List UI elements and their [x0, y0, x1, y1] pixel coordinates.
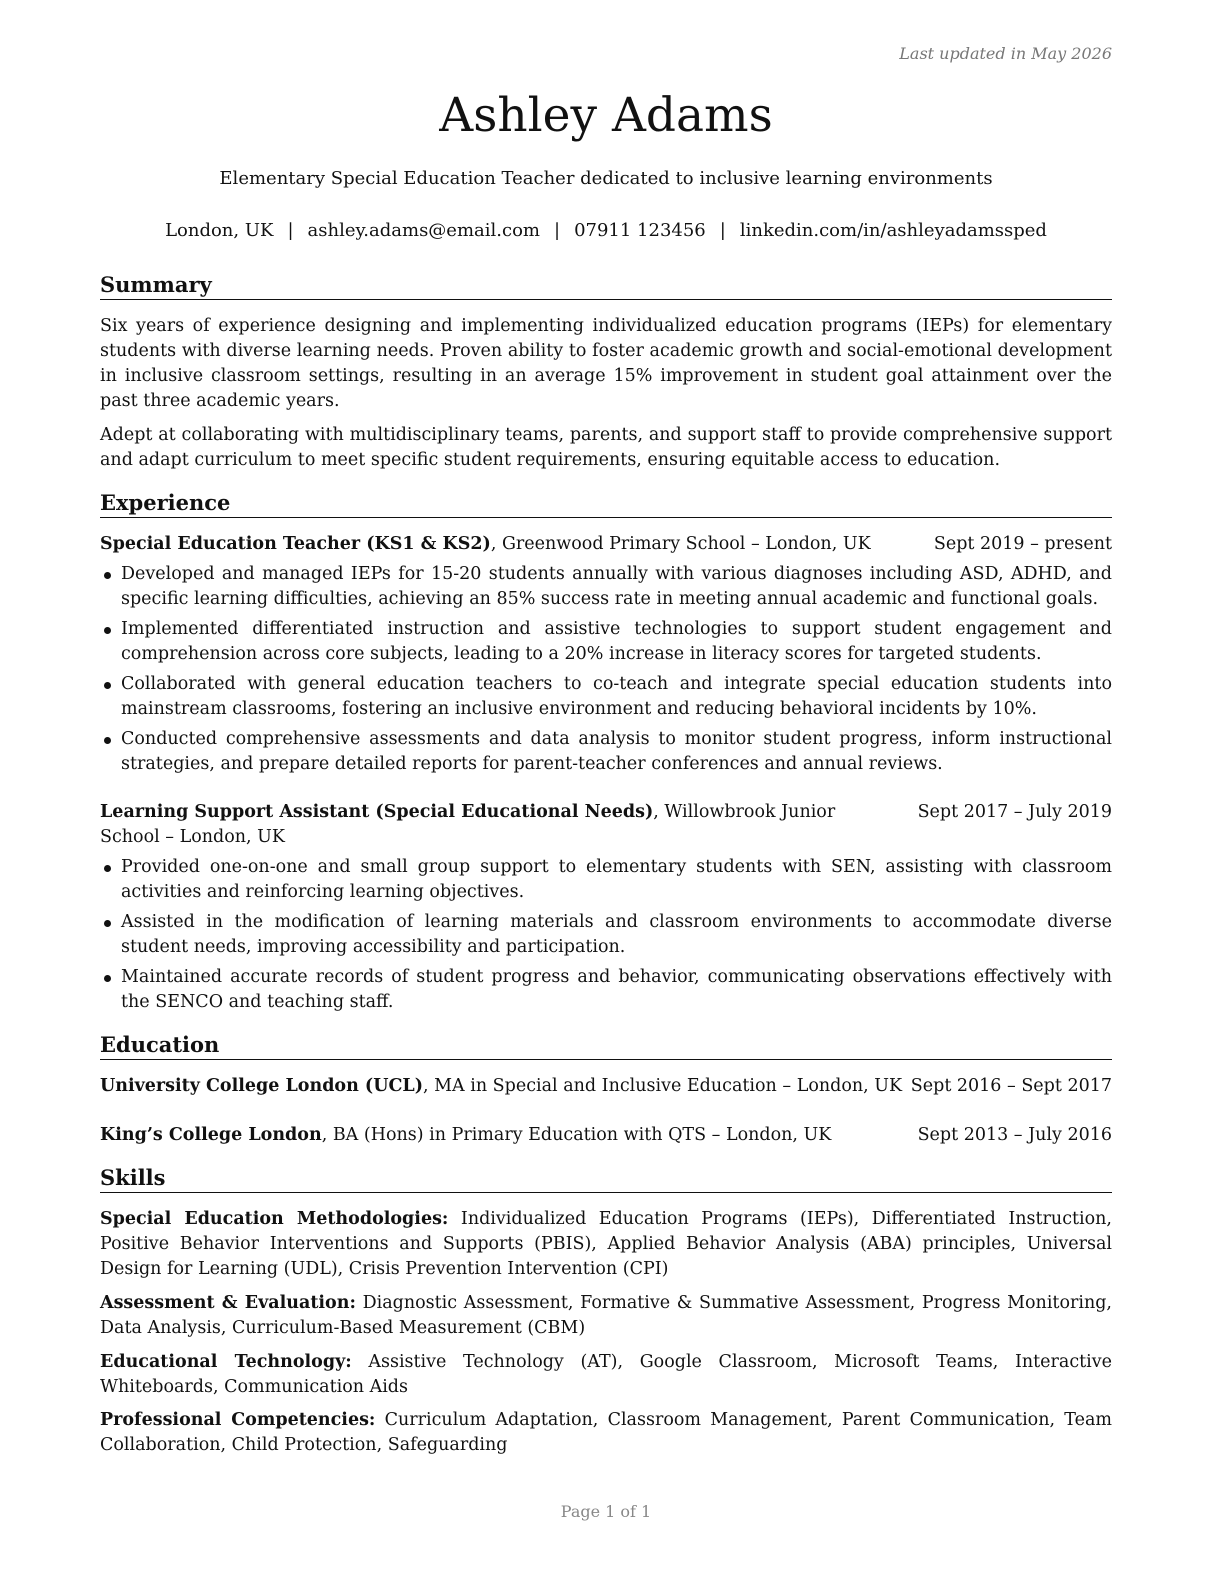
job-header — [100, 800, 1112, 850]
last-updated: Last updated in May 2026 — [899, 44, 1112, 63]
tagline: Elementary Special Education Teacher dedicated to inclusive learning environments — [219, 168, 993, 189]
job-dates: Sept 2017 – July 2019 — [917, 802, 1112, 822]
job-org: , Greenwood Primary School – London, UK — [490, 534, 871, 554]
job-dates: Sept 2019 – present — [933, 534, 1112, 554]
skill-label: Professional Competencies: — [100, 1410, 376, 1430]
education-school: University College London (UCL) — [100, 1076, 423, 1096]
skill-group — [100, 1408, 1112, 1458]
education-item — [100, 1123, 1112, 1148]
education-detail: , BA (Hons) in Primary Education with QTS – London, UK — [321, 1125, 832, 1145]
job-bullets — [100, 562, 1112, 782]
list-item: Assisted in the modification of learning materials and classroom environments to accommodate diverse student needs, improving accessibility and participation. — [100, 910, 1112, 960]
job-role: Special Education Teacher (KS1 & KS2) — [100, 534, 491, 554]
contact-separator: | — [719, 220, 726, 241]
list-item: Maintained accurate records of student progress and behavior, communicating observations effectively with the SENCO and teaching staff. — [100, 965, 1112, 1015]
contact-separator: | — [287, 220, 294, 241]
section-title-education: Education — [100, 1032, 1112, 1060]
skill-label: Special Education Methodologies: — [100, 1209, 449, 1229]
list-item: Conducted comprehensive assessments and data analysis to monitor student progress, inform instructional strategies, and prepare detailed reports for parent-teacher conferences and annual reviews. — [100, 727, 1112, 777]
skill-group — [100, 1291, 1112, 1341]
job-org: , Willowbrook Junior School – London, UK — [100, 802, 836, 847]
contact-email[interactable]: ashley.adams@email.com — [307, 220, 540, 241]
list-item: Implemented differentiated instruction and assistive technologies to support student engagement and comprehension across core subjects, leading to a 20% increase in literacy scores for targeted students. — [100, 617, 1112, 667]
education-item — [100, 1074, 1112, 1099]
skill-label: Assessment & Evaluation: — [100, 1293, 356, 1313]
summary-paragraph: Adept at collaborating with multidisciplinary teams, parents, and support staff to provide comprehensive support and adapt curriculum to meet specific student requirements, ensuring equitable access to education. — [100, 425, 1112, 470]
skill-text: Assistive Technology (AT), Google Classroom, Microsoft Teams, Interactive Whiteboards, Communication Aids — [100, 1352, 1113, 1397]
job-role: Learning Support Assistant (Special Educational Needs) — [100, 802, 654, 822]
education-dates: Sept 2013 – July 2016 — [917, 1125, 1112, 1145]
contact-separator: | — [553, 220, 561, 241]
section-title-summary: Summary — [100, 272, 1112, 300]
skill-text: Diagnostic Assessment, Formative & Summative Assessment, Progress Monitoring, Data Analysis, Curriculum-Based Measurement (CBM) — [100, 1293, 1112, 1338]
contact-linkedin[interactable]: linkedin.com/in/ashleyadamssped — [739, 220, 1047, 241]
contact-location: London, UK — [165, 220, 274, 241]
skill-text: Individualized Education Programs (IEPs), Differentiated Instruction, Positive Behavior Interventions and Supports (PBIS), Applied Behavior Analysis (ABA) principles, Universal Design for Learning (UDL), Crisis Prevention Intervention (CPI) — [100, 1209, 1112, 1279]
job-bullets — [100, 855, 1112, 1020]
section-title-experience: Experience — [100, 490, 1112, 518]
section-title-skills: Skills — [100, 1165, 1112, 1193]
summary-paragraph: Six years of experience designing and implementing individualized education programs (IEPs) for elementary students with diverse learning needs. Proven ability to foster academic growth and social-emotional development in inclusive classroom settings, resulting in an average 15% improvement in student goal attainment over the past three academic years. — [100, 316, 1112, 411]
list-item: Collaborated with general education teachers to co-teach and integrate special education students into mainstream classrooms, fostering an inclusive environment and reducing behavioral incidents by 10%. — [100, 672, 1112, 722]
candidate-name: Ashley Adams — [439, 88, 773, 143]
contact-line — [100, 219, 1112, 243]
list-item: Provided one-on-one and small group support to elementary students with SEN, assisting with classroom activities and reinforcing learning objectives. — [100, 855, 1112, 905]
job-header — [100, 532, 1112, 557]
skill-group — [100, 1207, 1112, 1282]
education-school: King’s College London — [100, 1125, 322, 1145]
resume-page — [100, 0, 1112, 1584]
skill-label: Educational Technology: — [100, 1352, 352, 1372]
contact-phone: 07911 123456 — [574, 220, 706, 241]
list-item: Developed and managed IEPs for 15-20 students annually with various diagnoses including ASD, ADHD, and specific learning difficulties, achieving an 85% success rate in meeting annual academic and functional goals. — [100, 562, 1112, 612]
education-detail: , MA in Special and Inclusive Education – London, UK — [422, 1076, 903, 1096]
skill-text: Curriculum Adaptation, Classroom Management, Parent Communication, Team Collaboration, Child Protection, Safeguarding — [100, 1410, 1112, 1455]
page-number: Page 1 of 1 — [560, 1502, 652, 1521]
skill-group — [100, 1350, 1112, 1400]
education-dates: Sept 2016 – Sept 2017 — [910, 1076, 1112, 1096]
